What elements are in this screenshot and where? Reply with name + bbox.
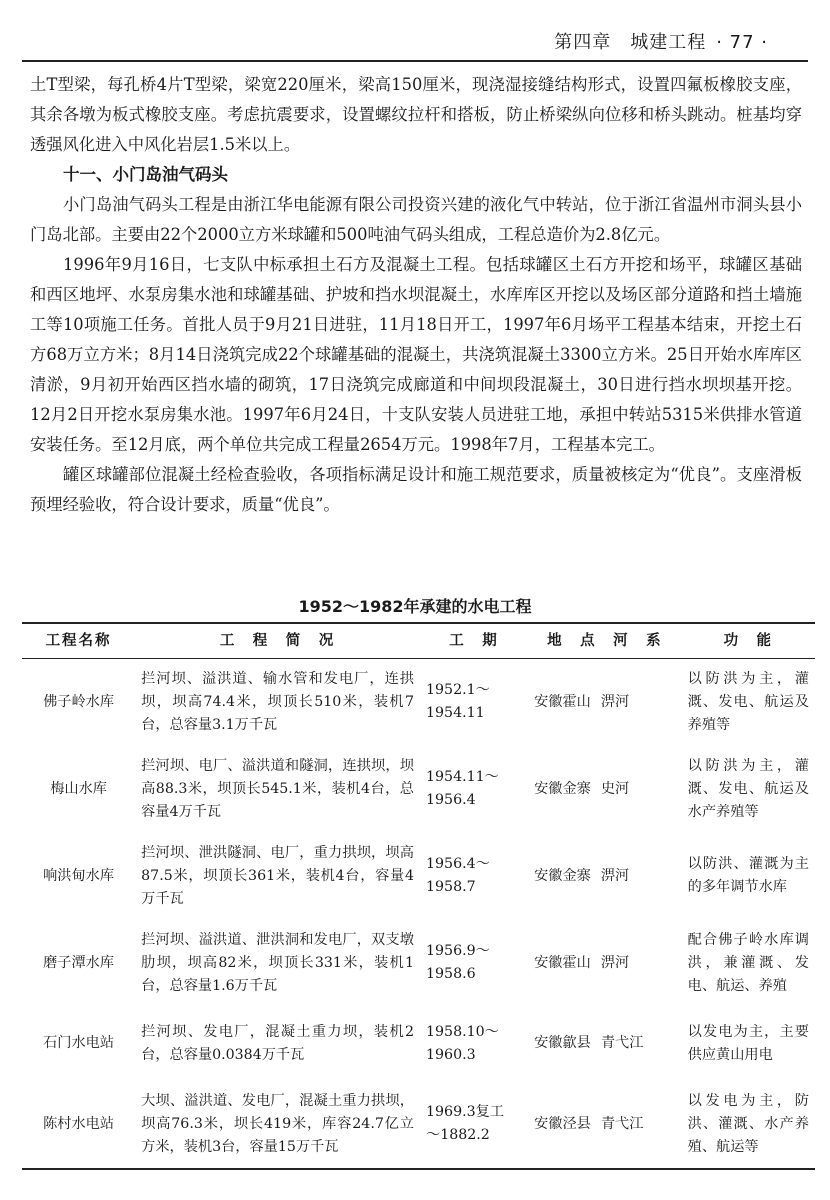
page-number: · 77 · <box>716 32 768 53</box>
col-header-desc: 工 程 简 况 <box>135 623 420 659</box>
running-head <box>554 28 768 54</box>
section-heading: 十一、小门岛油气码头 <box>63 165 228 184</box>
project-function: 配合佛子岭水库调洪，兼灌溉、发电、航运、养殖 <box>687 931 809 994</box>
col-header-location: 地 点 河 系 <box>528 623 682 659</box>
table-row <box>22 659 815 746</box>
project-name: 陈村水电站 <box>22 1081 135 1169</box>
body-text <box>30 70 802 520</box>
project-name: 石门水电站 <box>43 1035 115 1051</box>
period-end: 1958.6 <box>426 966 476 982</box>
project-description: 拦河坝、发电厂，混凝土重力坝，装机2台，总容量0.0384万千瓦 <box>141 1023 414 1063</box>
hydropower-projects-table <box>22 622 815 1170</box>
project-description: 拦河坝、泄洪隧洞、电厂，重力拱坝，坝高87.5米，坝顶长361米，装机4台，容量4万千瓦 <box>141 844 414 907</box>
table-row <box>22 746 815 833</box>
project-function: 以发电为主，主要供应黄山用电 <box>687 1023 809 1063</box>
period-end: ～1882.2 <box>426 1127 490 1143</box>
table-title: 1952～1982年承建的水电工程 <box>298 597 532 616</box>
location-river: 青弋江 <box>600 1115 644 1132</box>
table-row <box>22 920 815 1007</box>
project-description: 大坝、溢洪道、发电厂，混凝土重力拱坝，坝高76.3米，坝长419米，库容24.7亿立方米，装机3台，容量15万千瓦 <box>135 1081 420 1169</box>
project-period <box>420 1007 528 1081</box>
project-period <box>420 746 528 833</box>
paragraph-project-overview: 小门岛油气码头工程是由浙江华电能源有限公司投资兴建的液化气中转站，位于浙江省温州市洞头县小门岛北部。主要由22个2000立方米球罐和500吨油气码头组成，工程总造价为2.8亿元。 <box>30 195 802 244</box>
paragraph-quality-acceptance: 罐区球罐部位混凝土经检查验收，各项指标满足设计和施工规范要求，质量被核定为“优良”。支座滑板预埋经验收，符合设计要求，质量“优良”。 <box>30 465 802 514</box>
project-location <box>528 1007 682 1081</box>
col-header-period: 工 期 <box>420 623 528 659</box>
table-row <box>22 1081 815 1169</box>
location-river: 淠河 <box>600 693 630 710</box>
project-name: 佛子岭水库 <box>43 693 115 710</box>
period-end: 1954.11 <box>426 705 485 722</box>
period-end: 1958.7 <box>426 879 476 895</box>
project-location <box>528 1081 682 1169</box>
paragraph-bridge-continued: 土T型梁，每孔桥4片T型梁，梁宽220厘米，梁高150厘米，现浇湿接缝结构形式，设置四氟板橡胶支座，其余各墩为板式橡胶支座。考虑抗震要求，设置螺纹拉杆和搭板，防止桥梁纵向位移和桥头跳动。桩基均穿透强风化进入中风化岩层1.5米以上。 <box>30 75 802 154</box>
project-location <box>528 920 682 1007</box>
project-location <box>528 659 682 746</box>
project-name: 梅山水库 <box>50 780 107 797</box>
period-start: 1952.1～ <box>426 682 490 699</box>
project-function: 以发电为主，防洪、灌溉、水产养殖、航运等 <box>682 1081 815 1169</box>
project-location <box>528 833 682 920</box>
location-place: 安徽霍山 <box>534 954 591 971</box>
location-river: 青弋江 <box>600 1035 644 1051</box>
project-location <box>528 746 682 833</box>
period-start: 1969.3复工 <box>426 1104 505 1120</box>
chapter-title: 第四章 城建工程 <box>554 32 707 53</box>
period-end: 1956.4 <box>426 792 476 808</box>
project-description: 拦河坝、溢洪道、泄洪洞和发电厂，双支墩肋坝，坝高82米，坝顶长331米，装机1台，总容量1.6万千瓦 <box>141 931 414 994</box>
page-header <box>22 26 808 62</box>
table-row <box>22 833 815 920</box>
project-period <box>420 833 528 920</box>
location-place: 安徽金寨 <box>534 780 591 797</box>
location-river: 史河 <box>600 780 630 797</box>
project-period <box>420 1081 528 1169</box>
location-river: 淠河 <box>600 954 630 971</box>
paragraph-construction-progress: 1996年9月16日，七支队中标承担土石方及混凝土工程。包括球罐区土石方开挖和场平，球罐区基础和西区地坪、水泵房集水池和球罐基础、护坡和挡水坝混凝土，水库库区开挖以及场区部分道路和挡土墙施工等10项施工任务。首批人员于9月21日进驻，11月18日开工，1997年6月场平工程基本结束，开挖土石方68万立方米；8月14日浇筑完成22个球罐基础的混凝土，共浇筑混凝土3300立方米。25日开始水库库区清淤，9月初开始西区挡水墙的砌筑，17日浇筑完成廊道和中间坝段混凝土，30日进行挡水坝坝基开挖。12月2日开挖水泵房集水池。1997年6月24日，十支队安装人员进驻工地，承担中转站5315米供排水管道安装任务。至12月底，两个单位共完成工程量2654万元。1998年7月，工程基本完工。 <box>30 255 802 454</box>
project-function: 以防洪为主，灌溉、发电、航运及水产养殖等 <box>687 757 809 820</box>
project-period <box>420 920 528 1007</box>
location-place: 安徽霍山 <box>534 693 591 710</box>
project-name: 响洪甸水库 <box>43 867 115 884</box>
project-period <box>420 659 528 746</box>
period-start: 1958.10～ <box>426 1023 499 1040</box>
project-description: 拦河坝、电厂、溢洪道和隧洞，连拱坝，坝高88.3米，坝顶长545.1米，装机4台，总容量4万千瓦 <box>141 757 414 820</box>
project-description: 拦河坝、溢洪道、输水管和发电厂，连拱坝，坝高74.4米，坝顶长510米，装机7台，总容量3.1万千瓦 <box>141 670 414 733</box>
table-row <box>22 1007 815 1081</box>
col-header-function: 功 能 <box>682 623 815 659</box>
period-start: 1954.11～ <box>426 769 499 785</box>
location-river: 淠河 <box>600 867 630 884</box>
project-function: 以防洪、灌溉为主的多年调节水库 <box>687 856 809 895</box>
period-start: 1956.4～ <box>426 856 490 872</box>
period-end: 1960.3 <box>426 1046 476 1063</box>
table-header-row <box>22 623 815 659</box>
period-start: 1956.9～ <box>426 943 490 959</box>
location-place: 安徽金寨 <box>534 867 591 884</box>
col-header-name: 工程名称 <box>22 623 135 659</box>
location-place: 安徽歙县 <box>534 1035 591 1051</box>
project-name: 磨子潭水库 <box>43 954 115 971</box>
project-function: 以防洪为主，灌溉、发电、航运及养殖等 <box>687 670 809 733</box>
location-place: 安徽泾县 <box>534 1115 591 1132</box>
